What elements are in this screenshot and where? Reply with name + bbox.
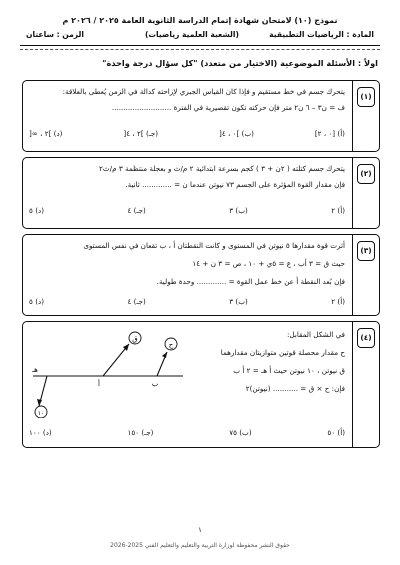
label-r: ح xyxy=(168,341,174,349)
option-b[interactable]: (ب) ٣ xyxy=(229,206,248,215)
exam-title: نموذج (١٠) لامتحان شهادة إتمام الدراسة الثانوية العامة ٢٠٢٥ / ٢٠٢٦ م xyxy=(62,16,338,25)
section-title: اولاً : الأسئلة الموضوعية (الاختيار من متعدد) "كل سؤال درجة واحدة" xyxy=(102,58,378,68)
option-a[interactable]: (أ) ٢ xyxy=(331,206,345,215)
option-a[interactable]: (أ) ٢ xyxy=(331,297,345,306)
question-1 xyxy=(22,80,380,152)
question-number: (١) xyxy=(357,87,375,107)
option-d[interactable]: (د) ]٢ ، ∞[ xyxy=(29,129,63,138)
option-d[interactable]: (د) ٥ xyxy=(29,206,44,215)
question-3 xyxy=(22,234,380,316)
option-a[interactable]: (أ) ٥٠ xyxy=(327,428,345,437)
time-label: الزمن : ساعتان xyxy=(26,30,84,39)
question-number: (٢) xyxy=(357,164,375,184)
option-c[interactable]: (جـ) ٤ xyxy=(127,297,146,306)
options-row xyxy=(29,206,345,215)
option-a[interactable]: (أ) [٠ ، ٢] xyxy=(314,129,345,138)
option-c[interactable]: (جـ) ١٥٠ xyxy=(127,428,154,437)
branch-label: (الشعبة العلمية رياضيات) xyxy=(144,30,239,39)
option-d[interactable]: (د) ٥ xyxy=(29,297,44,306)
header-divider xyxy=(20,45,380,46)
question-text-line: ح مقدار محصلة قوتين متوازيتان مقدارهما xyxy=(220,348,345,357)
options-row xyxy=(29,297,345,306)
question-text-line: يتحرك جسم كتلته ( ٢ن + ٣ ) كجم بسرعة ابتدائية ٢ م/ث و بعجلة منتظمة ٣ م/ث٢ xyxy=(99,164,345,173)
subject-label: المادة : الرياضيات التطبيقية xyxy=(269,30,374,39)
label-q: ق xyxy=(132,335,138,343)
label-b: ب xyxy=(151,380,159,388)
header-divider-dashed xyxy=(20,49,380,50)
question-text-line: فإن مقدار القوة المؤثرة على الجسم ٧٣ نيوتن عندما ن = ............. ثانية. xyxy=(125,180,345,189)
option-d[interactable]: (د) ١٠٠ xyxy=(29,428,52,437)
question-divider xyxy=(352,235,353,315)
page-number: ١ xyxy=(198,526,202,534)
question-text-line: يتحرك جسم في خط مستقيم و فإذا كان القياس الجبري لإزاحته كدالة في الزمن يُعطى بالعلاقة: xyxy=(62,87,345,96)
arrow-head xyxy=(37,399,42,406)
option-b[interactable]: (ب) ٧٥ xyxy=(229,428,252,437)
option-c[interactable]: (جـ) ٤ xyxy=(127,206,146,215)
question-4 xyxy=(22,321,380,448)
arrow-head xyxy=(162,352,167,358)
question-text-line: ق نيوتن ، ١٠ نيوتن حيث أ هـ = ٢ أ ب xyxy=(233,366,345,375)
question-divider xyxy=(352,158,353,228)
copyright-footer: حقوق النشر محفوظة لوزارة التربية والتعليم والتعليم الفني 2025-2026 xyxy=(110,542,290,549)
question-text-line: في الشكل المقابل: xyxy=(286,330,345,339)
question-text-line: فإن بُعد النقطة أ عن خط عمل القوة = ............. وحدة طولية. xyxy=(156,277,345,286)
options-row xyxy=(29,129,345,138)
label-e: هـ xyxy=(32,366,38,374)
question-divider xyxy=(352,81,353,151)
question-number: (٤) xyxy=(357,328,375,348)
label-a: أ xyxy=(98,380,100,388)
options-row xyxy=(29,428,345,437)
question-number: (٣) xyxy=(357,241,375,261)
question-text-line: ف = ن٣ – ٦ ن٢ متر فإن حركته تكون تقصيرية في الفترة .......................... xyxy=(111,103,345,112)
question-text-line: حيث ق = ٣ أب ، ع = ٥ي + ١٠ ، ص = ٣ ن + ١٤ xyxy=(192,259,345,268)
option-c[interactable]: (جـ) ]٢ ، ٤[ xyxy=(123,129,159,138)
question-divider xyxy=(352,322,353,447)
label-10: ١٠ xyxy=(37,410,45,417)
forces-diagram xyxy=(27,328,187,418)
option-b[interactable]: (ب) ٣ xyxy=(229,297,248,306)
question-text-line: أثرت قوة مقدارها ٥ نيوتن في المستوى و كانت النقطتان أ ، ب تقعان في نفس المستوى xyxy=(83,241,345,250)
question-2 xyxy=(22,157,380,229)
option-b[interactable]: (ب) ]٠ ، ٤[ xyxy=(219,129,254,138)
question-text-line: فإن: ح × ق = ........... (نيوتن)٢ xyxy=(245,384,345,393)
